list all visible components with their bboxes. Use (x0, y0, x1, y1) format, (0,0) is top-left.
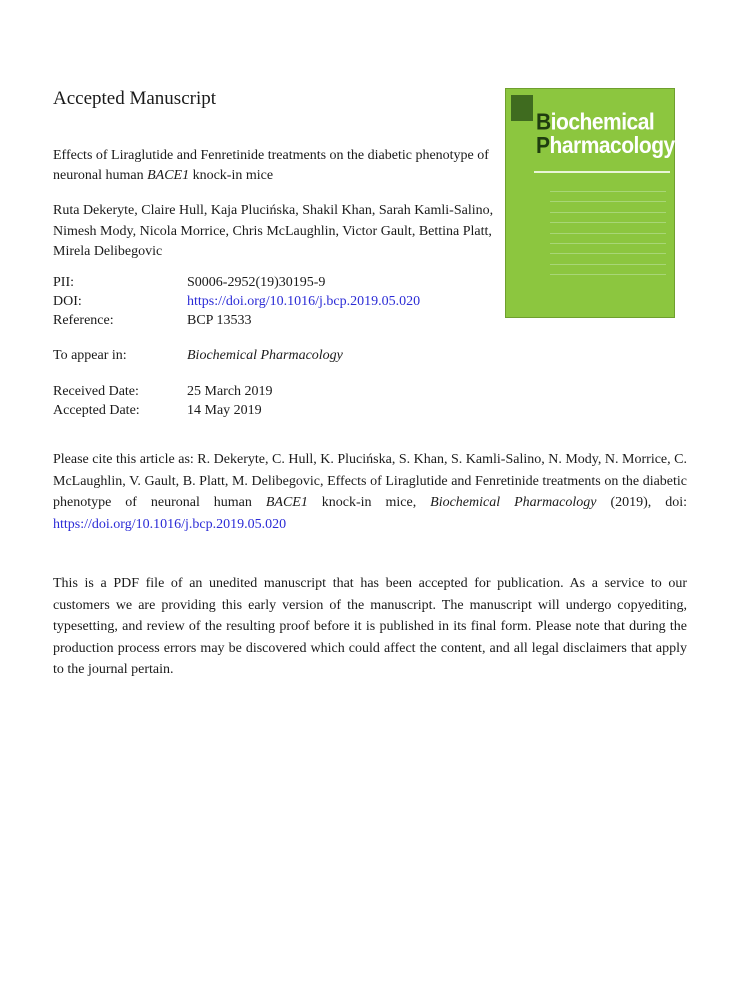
cover-contents-line (550, 195, 666, 202)
reference-label: Reference: (53, 313, 114, 328)
cover-contents-line (550, 258, 666, 265)
cover-contents-list (550, 185, 666, 279)
title-text-end: knock-in mice (189, 168, 274, 183)
page-heading: Accepted Manuscript (53, 88, 217, 109)
cover-contents-line (550, 237, 666, 244)
cover-contents-line (550, 185, 666, 192)
received-date-label: Received Date: (53, 384, 139, 399)
title-text: Effects of Liraglutide and Fenretinide treatments on the diabetic phenotype of neuronal human (53, 148, 489, 183)
cover-contents-line (550, 268, 666, 275)
author-list: Ruta Dekeryte, Claire Hull, Kaja Plucińska, Shakil Khan, Sarah Kamli-Salino, Nimesh Mody, Nicola Morrice, Chris McLaughlin, Victor Gault, Bettina Platt, Mirela Delibegovic (53, 203, 494, 259)
cover-title-line-1 (536, 111, 675, 134)
elsevier-logo-icon (511, 95, 533, 121)
cover-contents-line (550, 247, 666, 254)
citation-text: Please cite this article as: R. Dekeryte, C. Hull, K. Plucińska, S. Khan, S. Kamli-Salino, N. Mody, N. Morrice, C. McLaughlin, V. Gault, B. Platt, M. Delibegovic, Effects of Liraglutide and Fenretinide treatments on the diabetic phenotype of neuronal human (53, 452, 687, 510)
pii-label: PII: (53, 275, 74, 290)
disclaimer-paragraph: This is a PDF file of an unedited manuscript that has been accepted for publication. As a service to our customers we are providing this early version of the manuscript. The manuscript will undergo copyediting, typesetting, and review of the resulting proof before it is published in its final form. Please note that during the production process errors may be discovered which could affect the content, and all legal disclaimers that apply to the journal pertain. (53, 576, 687, 677)
doi-label: DOI: (53, 294, 82, 309)
appear-in-label: To appear in: (53, 348, 127, 363)
cover-title-line-1-text: Biochemical (536, 109, 655, 136)
reference-value: BCP 13533 (187, 313, 252, 328)
cover-contents-line (550, 227, 666, 234)
journal-name: Biochemical Pharmacology (187, 348, 343, 363)
accepted-date-value: 14 May 2019 (187, 403, 262, 418)
cover-title-line-2 (536, 134, 675, 157)
doi-link[interactable]: https://doi.org/10.1016/j.bcp.2019.05.020 (187, 294, 421, 309)
cover-title-line-2-text: Pharmacology (536, 133, 675, 159)
journal-cover-image (505, 88, 675, 318)
received-date-value: 25 March 2019 (187, 384, 273, 399)
accepted-date-label: Accepted Date: (53, 403, 140, 418)
pii-value: S0006-2952(19)30195-9 (187, 275, 326, 290)
article-title (53, 146, 493, 186)
cover-divider (534, 171, 670, 173)
cover-contents-line (550, 216, 666, 223)
citation-doi-link[interactable]: https://doi.org/10.1016/j.bcp.2019.05.020 (53, 516, 287, 532)
citation-text-doi-prefix: (2019), doi: (596, 495, 688, 510)
cover-journal-title (536, 111, 675, 157)
citation-journal: Biochemical Pharmacology (430, 495, 597, 510)
citation-paragraph (53, 449, 687, 535)
citation-gene: BACE1 (265, 495, 308, 510)
cover-contents-line (550, 206, 666, 213)
title-gene: BACE1 (147, 168, 190, 183)
citation-text-mid: knock-in mice, (307, 495, 431, 510)
